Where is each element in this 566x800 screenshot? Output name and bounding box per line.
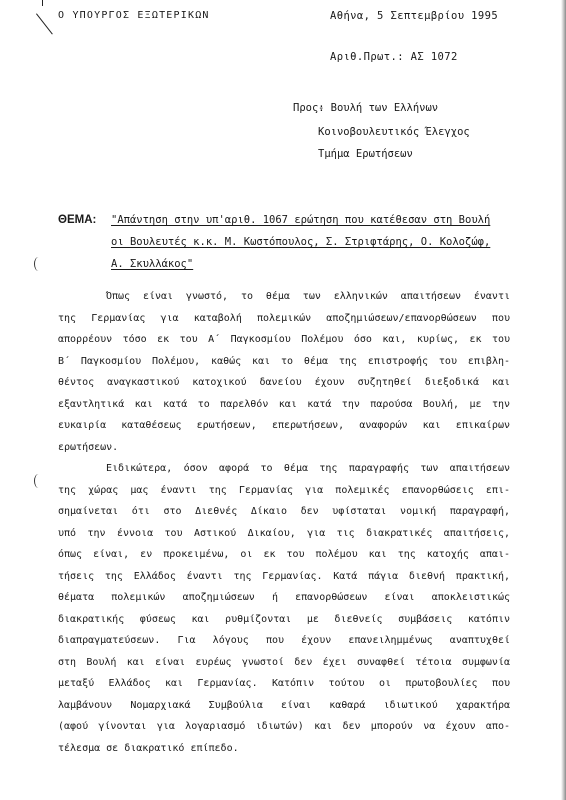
document-date: Αθήνα, 5 Σεπτεμβρίου 1995 — [330, 10, 499, 22]
paragraph-2-line: Ειδικώτερα, όσον αφορά το θέμα της παραγραφής των απαιτήσεων — [106, 463, 510, 474]
paragraph-2-line: τήσεις της Ελλάδος έναντι της Γερμανίας. Κατά πάγια διεθνή πρακτική, — [58, 570, 510, 582]
scan-tick-mark — [42, 0, 43, 6]
subject-line-1: "Απάντηση στην υπ'αριθ. 1067 ερώτηση που κατέθεσαν στη Βουλή — [111, 214, 491, 226]
subject-line-3: Α. Σκυλλάκος" — [111, 258, 194, 270]
body-paragraph-2 — [58, 458, 510, 759]
paragraph-1-line: ευκαιρία καταθέσεως ερωτήσεων, επερωτήσεων, αναφορών και επικαίρων — [58, 420, 510, 431]
paragraph-2-line: μεταξύ Ελλάδος και Γερμανίας. Κατόπιν τούτου οι πρωτοβουλίες που — [58, 678, 510, 689]
protocol-number: Αριθ.Πρωτ.: ΑΣ 1072 — [330, 51, 458, 63]
paragraph-2-line: σημαίνεται ότι στο Διεθνές Δίκαιο δεν υφίσταται νομική παραγραφή, — [58, 506, 510, 517]
paragraph-1-line: Β΄ Παγκοσμίου Πολέμου, καθώς και το θέμα της επιστροφής του επιβλη- — [58, 355, 510, 367]
scan-corner-mark — [36, 13, 53, 34]
paragraph-1-line: ερωτήσεων. — [58, 441, 119, 453]
recipient-line-2: Κοινοβουλευτικός Έλεγχος — [318, 126, 470, 138]
punch-hole-mark-top — [34, 257, 43, 271]
recipient-label: Προς: — [293, 102, 325, 114]
recipient-line-1: - Βουλή των Ελλήνων — [318, 102, 439, 114]
paragraph-2-line: όπως είναι, εν προκειμένω, οι εκ του πολέμου και της κατοχής απαι- — [58, 549, 510, 560]
paragraph-1-line: θέντος αναγκαστικού κατοχικού δανείου έχουν συζητηθεί διεξοδικά και — [58, 377, 510, 388]
sender-title: Ο ΥΠΟΥΡΓΟΣ ΕΞΩΤΕΡΙΚΩΝ — [58, 10, 210, 21]
paragraph-1-line: απορρέουν τόσο εκ του Α΄ Παγκοσμίου Πολέμου όσο και, κυρίως, εκ του — [58, 334, 510, 345]
paragraph-1-line: Όπως είναι γνωστό, το θέμα των ελληνικών απαιτήσεων έναντι — [106, 291, 510, 302]
subject-line-2: οι Βουλευτές κ.κ. Μ. Κωστόπουλος, Σ. Στριφτάρης, Ο. Κολοζώφ, — [111, 236, 491, 248]
paragraph-2-line: διαπραγματεύσεων. Για λόγους που έχουν επανειλημμένως αναπτυχθεί — [58, 635, 510, 646]
punch-hole-mark-bottom — [34, 474, 43, 488]
paragraph-1-line: της Γερμανίας για καταβολή πολεμικών αποζημιώσεων/επανορθώσεων που — [58, 312, 510, 324]
paragraph-1-line: εξαντλητικά και κατά το παρελθόν και κατά την παρούσα Βουλή, με την — [58, 398, 510, 410]
paragraph-2-line: τέλεσμα σε διακρατικό επίπεδο. — [58, 742, 239, 754]
recipient-line-3: Τμήμα Ερωτήσεων — [318, 148, 413, 160]
paragraph-2-line: θέματα πολεμικών αποζημιώσεων ή επανορθώσεων είναι αποκλειστικώς — [58, 592, 510, 603]
paragraph-2-line: λαμβάνουν Νομαρχιακά Συμβούλια είναι καθαρά ιδιωτικού χαρακτήρα — [58, 699, 510, 711]
paragraph-2-line: (αφού γίνονται για λογαριασμό ιδιωτών) και δεν μπορούν να έχουν απο- — [58, 721, 510, 732]
subject-label: ΘΕΜΑ: — [58, 214, 97, 226]
paragraph-2-line: της χώρας μας έναντι της Γερμανίας για πολεμικές επανορθώσεις επι- — [58, 484, 510, 496]
paragraph-2-line: υπό την έννοια του Αστικού Δικαίου, για τις διακρατικές απαιτήσεις, — [58, 527, 510, 539]
paragraph-2-line: στη Βουλή και είναι ευρέως γνωστοί δεν έχει συναφθεί τέτοια συμφωνία — [58, 656, 510, 668]
body-paragraph-1 — [58, 286, 510, 458]
page-edge-shadow — [561, 0, 566, 800]
paragraph-2-line: διακρατικής φύσεως και ρυθμίζονται με διεθνείς συμβάσεις κατόπιν — [58, 613, 510, 625]
